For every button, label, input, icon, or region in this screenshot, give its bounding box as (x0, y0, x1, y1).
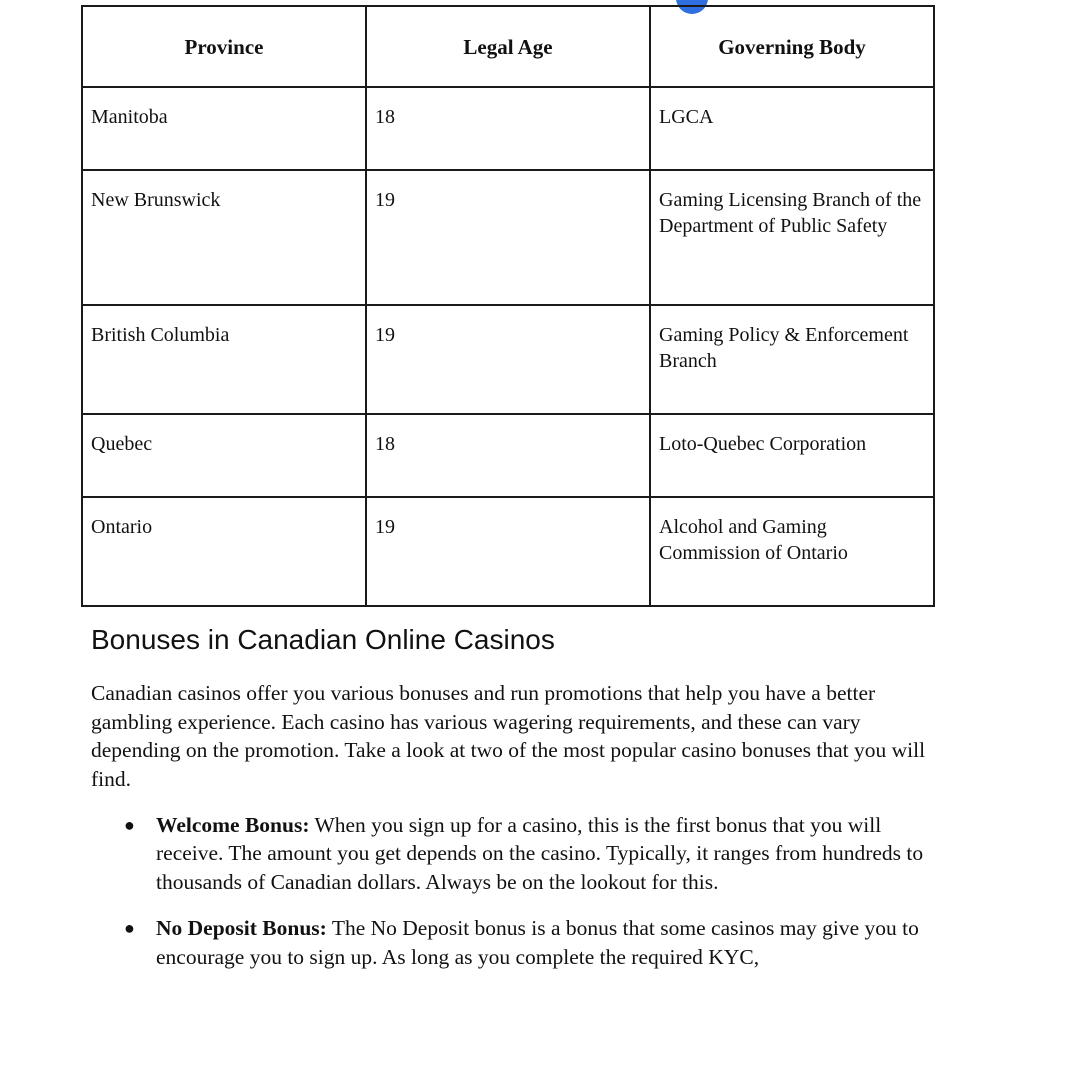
table-row (82, 87, 934, 170)
header-legal-age: Legal Age (366, 6, 650, 87)
province-cell: British Columbia (82, 305, 366, 414)
list-item-welcome-bonus (124, 811, 949, 896)
bullet-icon: ● (124, 815, 135, 835)
governing-body-cell: Gaming Licensing Branch of the Department of Public Safety (650, 170, 934, 305)
province-cell: Ontario (82, 497, 366, 606)
legal-age-cell: 19 (366, 497, 650, 606)
table-row (82, 305, 934, 414)
bonus-list (124, 811, 949, 989)
governing-body-cell: LGCA (650, 87, 934, 170)
bonus-term: Welcome Bonus: (156, 813, 310, 837)
province-cell: New Brunswick (82, 170, 366, 305)
governing-body-cell: Loto-Quebec Corporation (650, 414, 934, 497)
list-item-no-deposit-bonus (124, 914, 949, 971)
bonus-term: No Deposit Bonus: (156, 916, 327, 941)
governing-body-cell: Gaming Policy & Enforcement Branch (650, 305, 934, 414)
province-regulation-table (81, 5, 935, 607)
governing-body-cell: Alcohol and Gaming Commission of Ontario (650, 497, 934, 606)
intro-paragraph: Canadian casinos offer you various bonuses and run promotions that help you have a better gambling experience. Each casino has various wagering requirements, and these can vary depending on the promotion. Take a look at two of the most popular casino bonuses that you will find. (91, 681, 926, 791)
legal-age-cell: 19 (366, 305, 650, 414)
legal-age-cell: 18 (366, 87, 650, 170)
bonus-description: The No Deposit bonus is a bonus that some casinos may give you to encourage you to sign up. As long as you complete the required KYC, (156, 916, 919, 969)
header-governing-body: Governing Body (650, 6, 934, 87)
table-row (82, 414, 934, 497)
table-header-row (82, 6, 934, 87)
table-row (82, 170, 934, 305)
legal-age-cell: 18 (366, 414, 650, 497)
header-province: Province (82, 6, 366, 87)
province-cell: Manitoba (82, 87, 366, 170)
province-cell: Quebec (82, 414, 366, 497)
legal-age-cell: 19 (366, 170, 650, 305)
bonus-description: When you sign up for a casino, this is the first bonus that you will receive. The amount you get depends on the casino. Typically, it ranges from hundreds to thousands of Canadian dollars. Always be on the lookout for this. (156, 813, 924, 894)
table-row (82, 497, 934, 606)
bullet-icon: ● (124, 918, 135, 939)
section-heading: Bonuses in Canadian Online Casinos (91, 624, 555, 655)
